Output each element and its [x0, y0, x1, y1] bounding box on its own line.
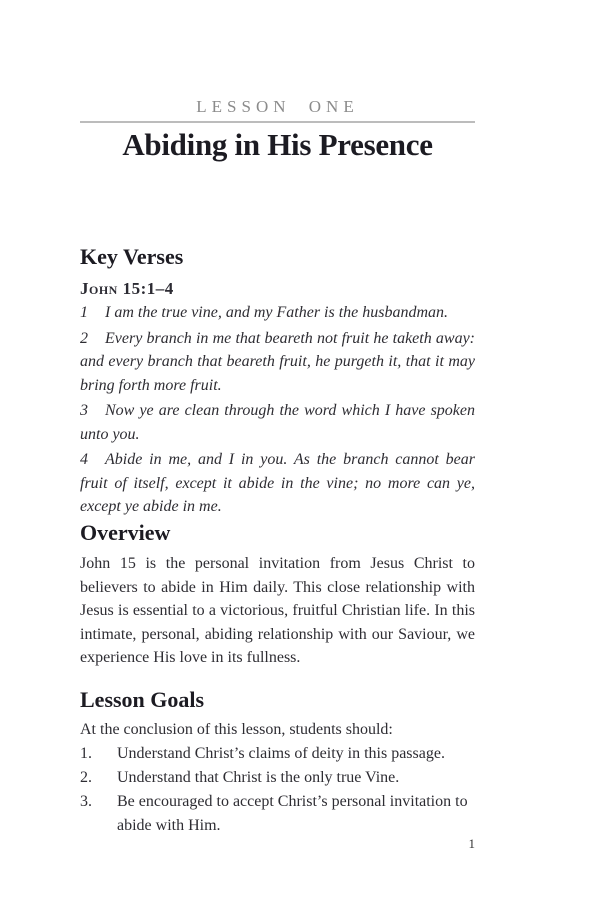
goal-text: Understand Christ’s claims of deity in this passage. — [117, 745, 445, 762]
verse-text: Abide in me, and I in you. As the branch cannot bear fruit of itself, except it abide in the vine; no more can ye, except ye abide in me. — [80, 451, 475, 515]
verse-text: Now ye are clean through the word which I have spoken unto you. — [80, 402, 475, 443]
goal-number: 3. — [80, 793, 92, 810]
lesson-header — [80, 0, 475, 164]
page-title: Abiding in His Presence — [122, 127, 433, 162]
verse-3 — [80, 399, 475, 446]
goal-text: Understand that Christ is the only true Vine. — [117, 769, 400, 786]
section-lesson-goals — [80, 687, 475, 838]
goal-number: 1. — [80, 745, 92, 762]
overview-paragraph: John 15 is the personal invitation from Jesus Christ to believers to abide in Him daily. This close relationship with Jesus is essential to a victorious, fruitful Christian life. In this intimate, personal, abiding relationship with our Saviour, we experience His love in its fullness. — [80, 555, 475, 666]
lesson-eyebrow: LESSON ONE — [196, 97, 359, 116]
overview-heading: Overview — [80, 520, 171, 545]
key-verses-heading: Key Verses — [80, 244, 184, 269]
verse-number: 1 — [80, 304, 88, 321]
lesson-goals-list — [80, 742, 475, 838]
goal-item — [80, 742, 475, 766]
goal-item — [80, 766, 475, 790]
verse-number: 4 — [80, 451, 88, 468]
verse-4 — [80, 448, 475, 519]
lesson-goals-intro: At the conclusion of this lesson, students should: — [80, 721, 393, 738]
goal-item — [80, 790, 475, 838]
verse-number: 3 — [80, 402, 88, 419]
page-number: 1 — [468, 836, 475, 851]
verse-2 — [80, 327, 475, 398]
scripture-reference: John 15:1–4 — [80, 279, 174, 298]
verse-1 — [80, 301, 475, 325]
goal-number: 2. — [80, 769, 92, 786]
lesson-goals-heading: Lesson Goals — [80, 687, 205, 712]
verse-number: 2 — [80, 329, 88, 347]
verse-text: I am the true vine, and my Father is the husbandman. — [105, 304, 449, 321]
verse-text: Every branch in me that beareth not fruit he taketh away: and every branch that beareth fruit, he purgeth it, that it may bring forth more fruit. — [80, 329, 475, 394]
section-overview — [80, 520, 475, 670]
goal-text: Be encouraged to accept Christ’s personal invitation to abide with Him. — [117, 793, 468, 834]
section-key-verses — [80, 244, 475, 519]
header-rule — [80, 121, 475, 123]
